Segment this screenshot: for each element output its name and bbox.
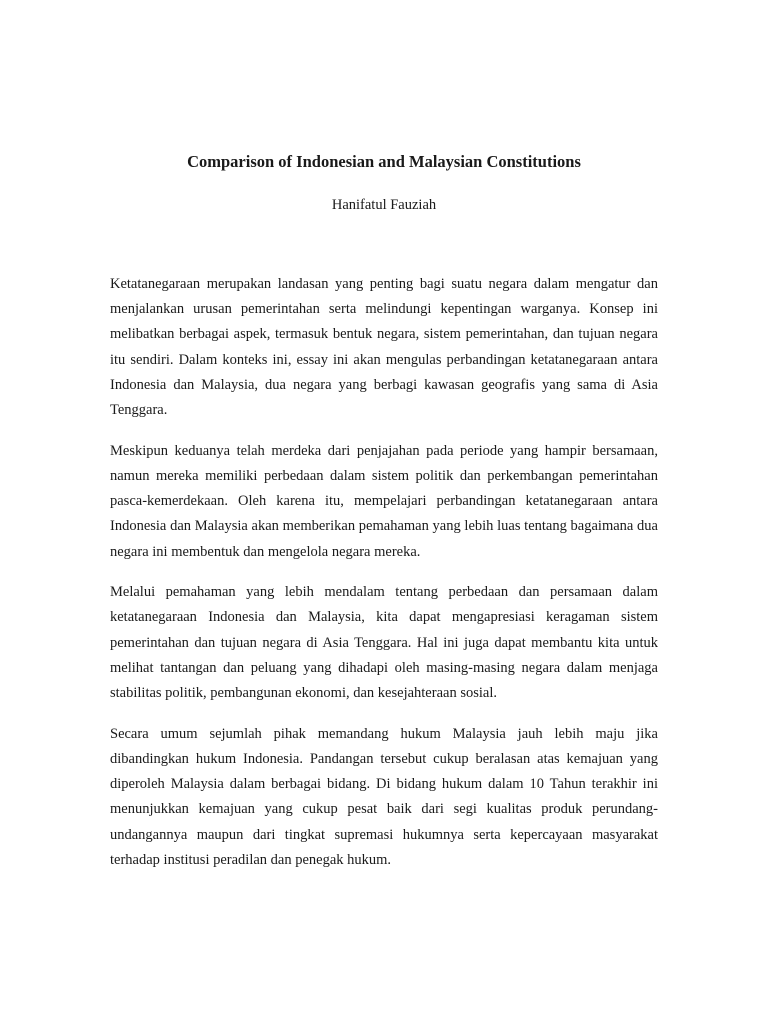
- paragraph-1: Ketatanegaraan merupakan landasan yang penting bagi suatu negara dalam mengatur dan menjalankan urusan pemerintahan serta melindungi kepentingan warganya. Konsep ini melibatkan berbagai aspek, termasuk bentuk negara, sistem pemerintahan, dan tujuan negara itu sendiri. Dalam konteks ini, essay ini akan mengulas perbandingan ketatanegaraan antara Indonesia dan Malaysia, dua negara yang berbagi kawasan geografis yang sama di Asia Tenggara.: [110, 276, 658, 419]
- paragraph-3: Melalui pemahaman yang lebih mendalam tentang perbedaan dan persamaan dalam ketatanegaraan Indonesia dan Malaysia, kita dapat mengapresiasi keragaman sistem pemerintahan dan tujuan negara di Asia Tenggara. Hal ini juga dapat membantu kita untuk melihat tantangan dan peluang yang dihadapi oleh masing-masing negara dalam menjaga stabilitas politik, pembangunan ekonomi, dan kesejahteraan sosial.: [110, 584, 658, 702]
- paragraph-4: Secara umum sejumlah pihak memandang hukum Malaysia jauh lebih maju jika dibandingkan hukum Indonesia. Pandangan tersebut cukup beralasan atas kemajuan yang diperoleh Malaysia dalam berbagai bidang. Di bidang hukum dalam 10 Tahun terakhir ini menunjukkan kemajuan yang cukup pesat baik dari segi kualitas produk perundang-undangannya maupun dari tingkat supremasi hukumnya serta kepercayaan masyarakat terhadap institusi peradilan dan penegak hukum.: [110, 725, 658, 868]
- document-body: [110, 272, 658, 888]
- paragraph-2: Meskipun keduanya telah merdeka dari penjajahan pada periode yang hampir bersamaan, namun mereka memiliki perbedaan dalam sistem politik dan perkembangan pemerintahan pasca-kemerdekaan. Oleh karena itu, mempelajari perbandingan ketatanegaraan antara Indonesia dan Malaysia akan memberikan pemahaman yang lebih luas tentang bagaimana dua negara ini membentuk dan mengelola negara mereka.: [110, 442, 658, 560]
- document-title: Comparison of Indonesian and Malaysian Constitutions: [187, 152, 581, 171]
- document-author: Hanifatul Fauziah: [331, 197, 437, 213]
